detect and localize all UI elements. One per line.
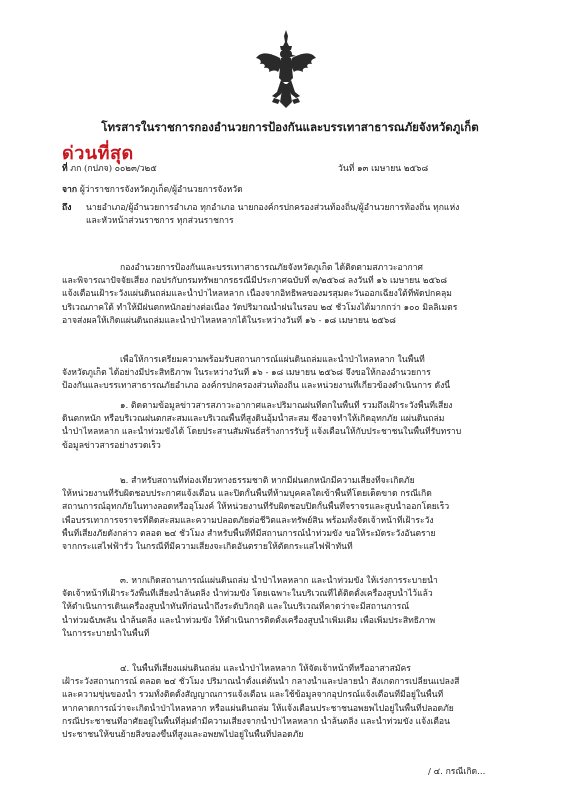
paragraph-line: พื้นที่เสี่ยงภัยดังกล่าว ตลอด ๒๔ ชั่วโมง สำหรับพื้นที่ที่มีสถานการณ์น้ำท่วมขัง ขอให้ระมัดระวังอันตราย bbox=[62, 528, 436, 539]
paragraph-line: บริเวณภาคใต้ ทำให้มีฝนตกหนักอย่างต่อเนื่อง วัดปริมาณน้ำฝนในรอบ ๒๔ ชั่วโมงได้มากกว่า ๑๐๐ มิลลิเมตร bbox=[62, 302, 458, 313]
paragraph-line: เฝ้าระวังสถานการณ์ ตลอด ๒๔ ชั่วโมง ปริมาณน้ำตั้งแต่ต้นน้ำ กลางน้ำและปลายน้ำ สังเกตการเปลี่ยนแปลงสี bbox=[62, 677, 460, 688]
paragraph-line: แจ้งเตือนเฝ้าระวังแผ่นดินถล่มและน้ำป่าไหลหลาก เนื่องจากอิทธิพลของมรสุมตะวันออกเฉียงใต้ที่พัดปกคลุม bbox=[62, 289, 452, 300]
to-line: นายอำเภอ/ผู้อำนวยการอำเภอ ทุกอำเภอ นายกองค์กรปกครองส่วนท้องถิ่น/ผู้อำนวยการท้องถิ่น ทุกแห่ง bbox=[86, 203, 460, 213]
paragraph-2 bbox=[62, 354, 502, 394]
office-title: โทรสารในราชการกองอำนวยการป้องกันและบรรเทาสาธารณภัยจังหวัดภูเก็ต bbox=[101, 120, 479, 134]
paragraph-item-4 bbox=[62, 663, 502, 742]
from-label: จาก bbox=[62, 185, 78, 195]
paragraph-line: สถานการณ์อุทกภัยในทางลอดหรืออุโมงค์ ให้หน่วยงานที่รับผิดชอบปิดกั้นพื้นที่จราจรและสูบน้ำออกโดยเร็ว bbox=[62, 502, 450, 513]
paragraph-line: น้ำท่วมฉับพลัน น้ำล้นตลิ่ง และน้ำท่วมขัง ให้ดำเนินการติดตั้งเครื่องสูบน้ำเพิ่มเติม เพื่อเพิ่มประสิทธิภาพ bbox=[62, 615, 436, 626]
document-date: วันที่ ๑๓ เมษายน ๒๕๖๘ bbox=[338, 164, 429, 174]
paragraph-line: จัดเจ้าหน้าที่เฝ้าระวังพื้นที่เสี่ยงน้ำล้นตลิ่ง น้ำท่วมขัง โดยเฉพาะในบริเวณที่ได้ติดตั้งเครื่องสูบน้ำไว้แล้ว bbox=[62, 589, 433, 600]
paragraph-line: ให้หน่วยงานที่รับผิดชอบประกาศแจ้งเตือน และปิดกั้นพื้นที่ห้ามบุคคลใดเข้าพื้นที่โดยเด็ดขาด กรณีเกิด bbox=[62, 489, 432, 500]
paragraph-line: จากกระแสไฟฟ้ารั่ว ในกรณีที่มีความเสี่ยงจะเกิดอันตรายให้ตัดกระแสไฟฟ้าทันที bbox=[62, 542, 353, 553]
to-value bbox=[86, 202, 492, 228]
paragraph-line: และพิจารณาปัจจัยเสี่ยง กอปรกับกรมทรัพยากรธรณีมีประกาศฉบับที่ ๓/๒๕๖๘ ลงวันที่ ๑๖ เมษายน ๒๕๖๘ bbox=[62, 276, 448, 287]
paragraph-line: อาจส่งผลให้เกิดแผ่นดินถล่มและน้ำป่าไหลหลากได้ในระหว่างวันที่ ๑๖ - ๑๘ เมษายน ๒๕๖๘ bbox=[62, 315, 396, 326]
continuation-marker: / ๔. กรณีเกิด... bbox=[428, 767, 486, 777]
paragraph-line: ดินตกหนัก หรือบริเวณฝนตกสะสมและบริเวณพื้นที่สูงดินอุ้มน้ำสะสม ซึ่งอาจทำให้เกิดอุทกภัย แผ่นดินถล่ม bbox=[62, 414, 445, 425]
paragraph-line: ข้อมูลข่าวสารอย่างรวดเร็ว bbox=[62, 440, 161, 451]
paragraph-line: กรณีประชาชนที่อาศัยอยู่ในพื้นที่ลุ่มต่ำมีความเสี่ยงจากน้ำป่าไหลหลาก น้ำล้นตลิ่ง และน้ำท่วมขัง แจ้งเตือน bbox=[62, 716, 450, 727]
paragraph-line: ในการระบายน้ำในพื้นที่ bbox=[62, 628, 150, 639]
paragraph-line: ๓. หากเกิดสถานการณ์แผ่นดินถล่ม น้ำป่าไหลหลาก และน้ำท่วมขัง ให้เร่งการระบายน้ำ bbox=[120, 576, 438, 586]
garuda-emblem-icon bbox=[254, 28, 318, 110]
paragraph-line: ๔. ในพื้นที่เสี่ยงแผ่นดินถล่ม และน้ำป่าไหลหลาก ให้จัดเจ้าหน้าที่หรืออาสาสมัคร bbox=[120, 664, 411, 674]
ref-label: ที่ bbox=[62, 164, 68, 174]
paragraph-line: ๑. ติดตามข้อมูลข่าวสารสภาวะอากาศและปริมาณฝนที่ตกในพื้นที่ รวมถึงเฝ้าระวังพื้นที่เสี่ยง bbox=[120, 401, 453, 411]
reference-number bbox=[62, 163, 157, 176]
paragraph-line: ป้องกันและบรรเทาสาธารณภัยอำเภอ องค์กรปกครองส่วนท้องถิ่น และหน่วยงานที่เกี่ยวข้องดำเนินการ ดังนี้ bbox=[62, 381, 451, 392]
paragraph-line: น้ำป่าไหลหลาก และน้ำท่วมขังได้ โดยประสานสัมพันธ์สร้างการรับรู้ แจ้งเตือนให้กับประชาชนในพื้นที่รับทราบ bbox=[62, 427, 462, 438]
paragraph-line: เพื่อบรรเทาการจราจรที่ติดสะสมและความปลอดภัยต่อชีวิตและทรัพย์สิน พร้อมทั้งจัดเจ้าหน้าที่เฝ้าระวัง bbox=[62, 515, 434, 526]
from-value: ผู้ว่าราชการจังหวัดภูเก็ต/ผู้อำนวยการจังหวัด bbox=[79, 185, 243, 195]
urgency-stamp: ด่วนที่สุด bbox=[62, 143, 134, 164]
to-line: และหัวหน้าส่วนราชการ ทุกส่วนราชการ bbox=[86, 216, 234, 227]
paragraph-item-3 bbox=[62, 575, 502, 641]
from-line bbox=[62, 184, 243, 197]
paragraph-line: เพื่อให้การเตรียมความพร้อมรับสถานการณ์แผ่นดินถล่มและน้ำป่าไหลหลาก ในพื้นที่ bbox=[120, 355, 425, 365]
paragraph-line: จังหวัดภูเก็ต ได้อย่างมีประสิทธิภาพ ในระหว่างวันที่ ๑๖ - ๑๘ เมษายน ๒๕๖๘ จึงขอให้กองอำนวยการ bbox=[62, 368, 431, 379]
to-label: ถึง bbox=[62, 203, 72, 213]
paragraph-line: ให้ดำเนินการเดินเครื่องสูบน้ำทันทีก่อนน้ำถึงระดับวิกฤติ และในบริเวณที่คาดว่าจะมีสถานการณ์ bbox=[62, 602, 410, 613]
paragraph-line: ๒. สำหรับสถานที่ท่องเที่ยวทางธรรมชาติ หากมีฝนตกหนักมีความเสี่ยงที่จะเกิดภัย bbox=[120, 476, 415, 486]
paragraph-line: และความขุ่นของน้ำ รวมทั้งติดตั้งสัญญาณการแจ้งเตือน และใช้ข้อมูลจากอุปกรณ์แจ้งเตือนที่มีอยู่ในพื้นที่ bbox=[62, 690, 444, 701]
paragraph-line: กองอำนวยการป้องกันและบรรเทาสาธารณภัยจังหวัดภูเก็ต ได้ติดตามสภาวะอากาศ bbox=[120, 263, 423, 273]
ref-value: ภก (กปภจ) ๐๐๒๓/ว๒๕ bbox=[70, 164, 157, 174]
paragraph-item-1 bbox=[62, 400, 502, 453]
paragraph-1 bbox=[62, 262, 502, 328]
paragraph-line: หากคาดการณ์ว่าจะเกิดน้ำป่าไหลหลาก หรือแผ่นดินถล่ม ให้แจ้งเตือนประชาชนอพยพไปอยู่ในพื้นที่ปลอดภัย bbox=[62, 703, 454, 714]
paragraph-line: ประชาชนให้ขนย้ายสิ่งของขึ้นที่สูงและอพยพไปอยู่ในพื้นที่ปลอดภัย bbox=[62, 730, 304, 741]
paragraph-item-2 bbox=[62, 475, 502, 554]
